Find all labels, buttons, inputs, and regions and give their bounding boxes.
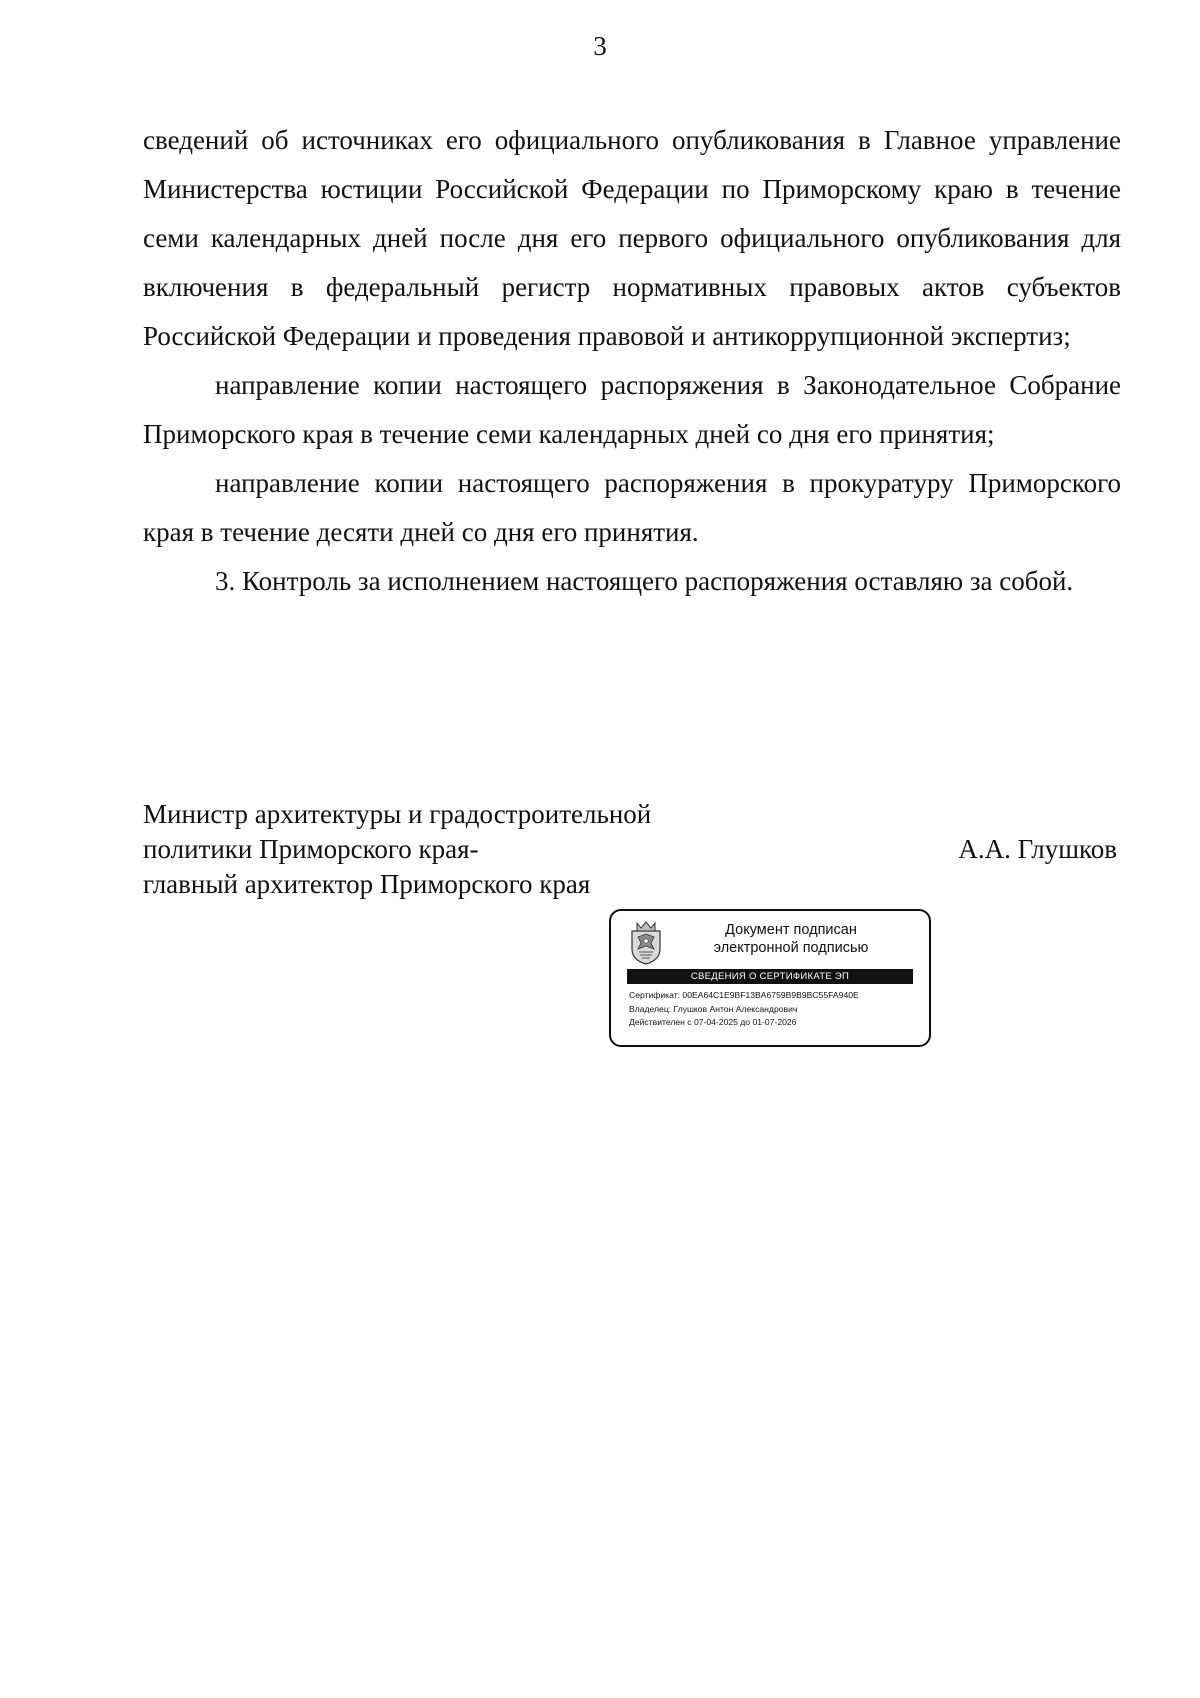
paragraph-4: 3. Контроль за исполнением настоящего распоряжения оставляю за собой.	[215, 566, 1074, 596]
signatory-title-line-3: главный архитектор Приморского края	[143, 869, 591, 899]
signatory-title-line-1: Министр архитектуры и градостроительной	[143, 799, 652, 829]
paragraph-2: направление копии настоящего распоряжения в Законодательное Собрание Приморского края в течение семи календарных дней со дня его принятия;	[143, 370, 1121, 449]
certificate-number: Сертификат: 00EA64C1E9BF13BA6759B9B9BC55FA940E	[629, 990, 859, 1000]
certificate-info-bar: СВЕДЕНИЯ О СЕРТИФИКАТЕ ЭП	[627, 969, 913, 984]
signatory-name: А.А. Глушков	[958, 834, 1117, 864]
signatory-title-line-2: политики Приморского края-	[143, 834, 479, 864]
electronic-signature-stamp	[609, 909, 931, 1047]
page-number: 3	[593, 31, 607, 61]
signature-block	[143, 797, 1121, 902]
certificate-validity: Действителен с 07-04-2025 до 01-07-2026	[629, 1017, 797, 1027]
stamp-heading-line-2: электронной подписью	[713, 940, 869, 956]
paragraph-3: направление копии настоящего распоряжения в прокуратуру Приморского края в течение десяти дней со дня его принятия.	[143, 468, 1121, 547]
document-body	[143, 116, 1121, 606]
certificate-details	[629, 989, 925, 1030]
paragraph-1: сведений об источниках его официального опубликования в Главное управление Министерства юстиции Российской Федерации по Приморскому краю в течение семи календарных дней после дня его первого официального опубликования для включения в федеральный регистр нормативных правовых актов субъектов Российской Федерации и проведения правовой и антикоррупционной экспертиз;	[143, 125, 1121, 351]
coat-of-arms-icon	[629, 919, 663, 965]
stamp-heading	[671, 921, 911, 957]
certificate-owner: Владелец: Глушков Антон Александрович	[629, 1003, 798, 1014]
stamp-heading-line-1: Документ подписан	[725, 922, 857, 938]
